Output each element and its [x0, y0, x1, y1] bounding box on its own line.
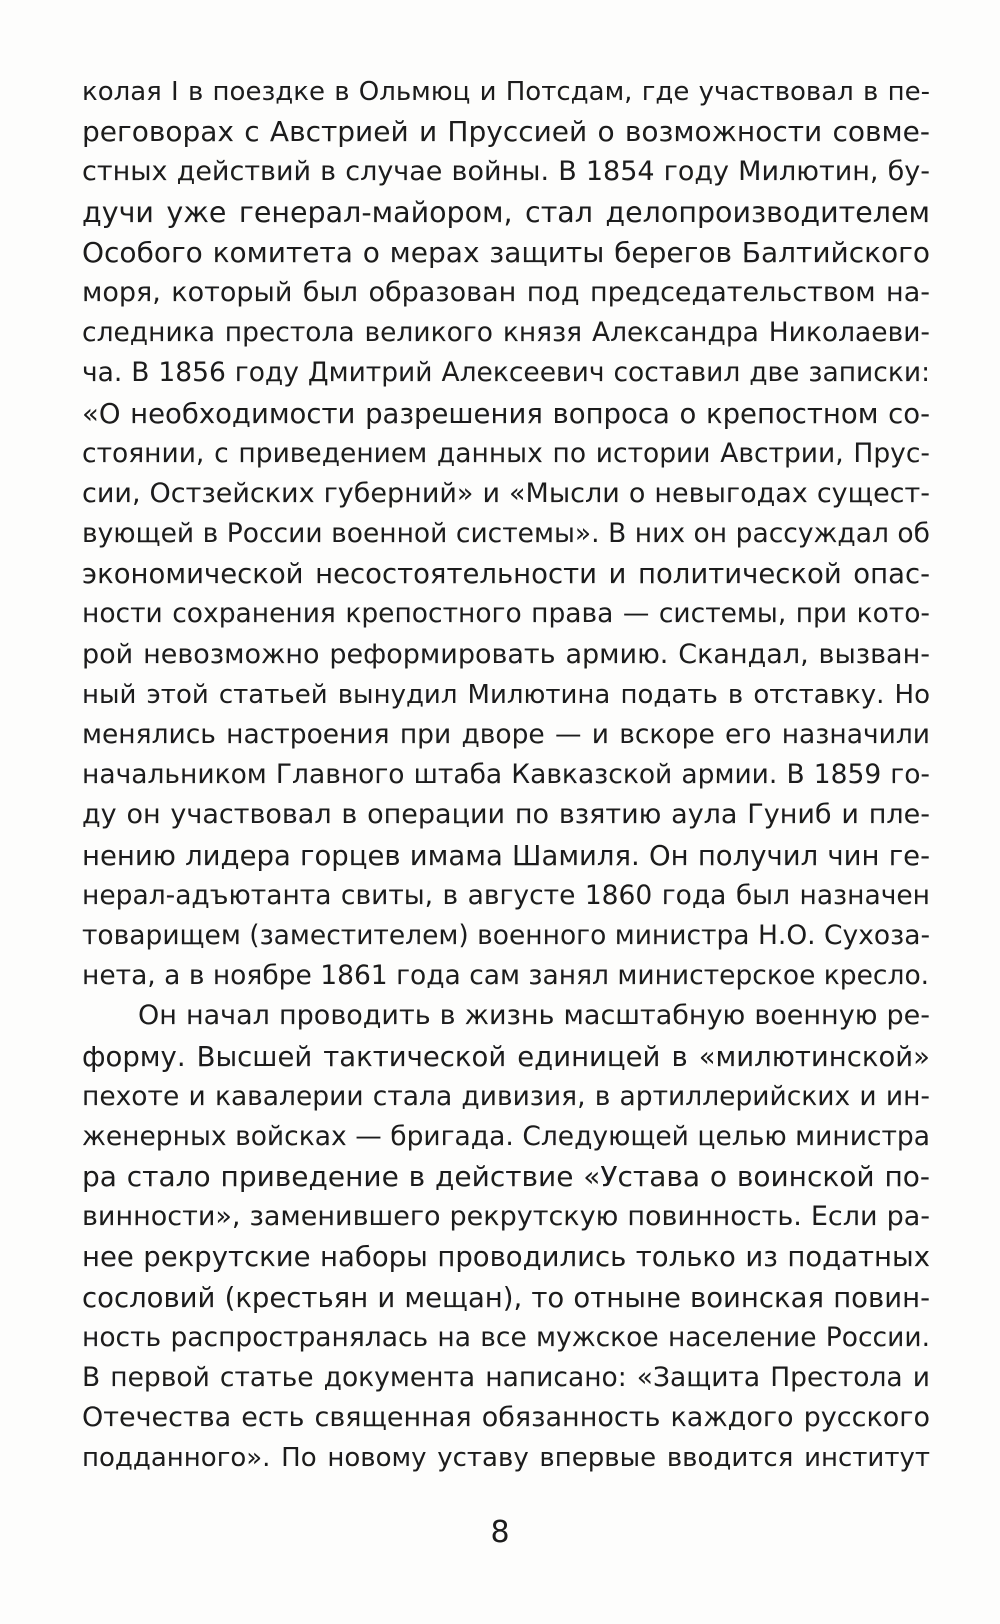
- text-line: В первой статье документа написано: «Защита Престола и: [82, 1362, 930, 1393]
- text-line: форму. Высшей тактической единицей в «милютинской»: [82, 1040, 930, 1073]
- text-line: сии, Остзейских губерний» и «Мысли о невыгодах сущест-: [82, 477, 930, 509]
- text-line: ность распространялась на все мужское население России.: [82, 1321, 930, 1353]
- text-line: женерных войсках — бригада. Следующей целью министра: [82, 1120, 930, 1152]
- text-line: менялись настроения при дворе — и вскоре его назначили: [82, 719, 930, 750]
- paragraph-2: [82, 996, 930, 1478]
- text-line: Он начал проводить в жизнь масштабную военную ре-: [138, 1000, 930, 1032]
- text-line: вующей в России военной системы». В них он рассуждал об: [82, 518, 930, 550]
- text-line: ду он участвовал в операции по взятию аула Гуниб и пле-: [82, 799, 930, 831]
- body-text: [82, 72, 930, 1479]
- text-line: ности сохранения крепостного права — системы, при кото-: [82, 598, 930, 630]
- text-line: товарищем (заместителем) военного министра Н.О. Сухоза-: [82, 919, 930, 951]
- text-line: стных действий в случае войны. В 1854 году Милютин, бу-: [82, 156, 930, 188]
- text-line: ный этой статьей вынудил Милютина подать в отставку. Но: [82, 679, 930, 710]
- text-line: экономической несостоятельности и политической опас-: [82, 558, 930, 591]
- text-line: следника престола великого князя Александра Николаеви-: [82, 317, 930, 349]
- text-line: сословий (крестьян и мещан), то отныне воинская повин-: [82, 1281, 930, 1314]
- text-line: нее рекрутские наборы проводились только из податных: [82, 1241, 930, 1274]
- text-line: моря, который был образован под председательством на-: [82, 276, 930, 308]
- text-line: винности», заменившего рекрутскую повинность. Если ра-: [82, 1201, 930, 1233]
- text-line: пехоте и кавалерии стала дивизия, в артиллерийских и ин-: [82, 1080, 930, 1112]
- text-line: нерал-адъютанта свиты, в августе 1860 года был назначен: [82, 879, 930, 911]
- text-line: реговорах с Австрией и Пруссией о возможности совме-: [82, 115, 930, 149]
- paragraph-1: [82, 72, 930, 996]
- page-number: 8: [490, 1515, 510, 1550]
- text-line: Отечества есть священная обязанность каждого русского: [82, 1402, 930, 1434]
- text-line: нета, а в ноябре 1861 года сам занял министерское кресло.: [82, 960, 930, 992]
- text-line: колая I в поездке в Ольмюц и Потсдам, где участвовал в пе-: [82, 77, 930, 107]
- text-line: рой невозможно реформировать армию. Скандал, вызван-: [82, 638, 930, 670]
- text-line: «О необходимости разрешения вопроса о крепостном со-: [82, 397, 930, 430]
- text-line: подданного». По новому уставу впервые вводится институт: [82, 1443, 930, 1474]
- text-line: нению лидера горцев имама Шамиля. Он получил чин ге-: [82, 839, 930, 872]
- text-line: ра стало приведение в действие «Устава о воинской по-: [82, 1160, 930, 1194]
- text-line: дучи уже генерал-майором, стал делопроизводителем: [82, 195, 930, 229]
- text-line: стоянии, с приведением данных по истории Австрии, Прус-: [82, 437, 930, 469]
- text-line: ча. В 1856 году Дмитрий Алексеевич составил две записки:: [82, 357, 930, 389]
- text-line: начальником Главного штаба Кавказской армии. В 1859 го-: [82, 759, 930, 791]
- text-line: Особого комитета о мерах защиты берегов Балтийского: [82, 235, 930, 269]
